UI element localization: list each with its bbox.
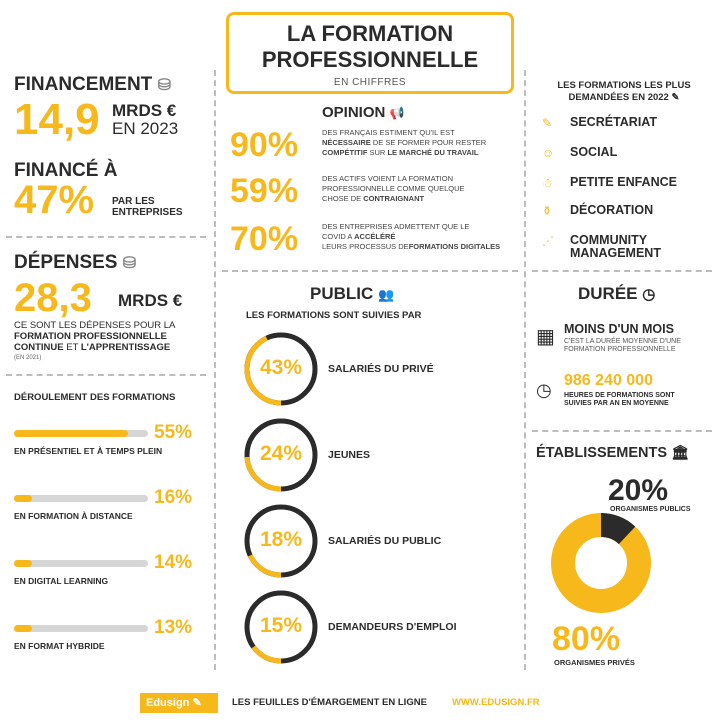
progress-fill: [14, 495, 32, 502]
opinion-line-1: DES FRANÇAIS ESTIMENT QU'IL EST: [322, 128, 455, 137]
etablissements-donut: [550, 512, 652, 614]
ring-label: DEMANDEURS D'EMPLOI: [328, 621, 457, 633]
chart-icon: ⋰: [542, 234, 554, 248]
page-title: [229, 15, 511, 73]
header-title-box: [226, 12, 514, 94]
coins-icon: ⛁: [122, 255, 137, 272]
depenses-desc-3b: ET: [63, 342, 81, 353]
formation-item: [570, 204, 653, 217]
formation-item: [570, 146, 617, 159]
megaphone-icon: 📢: [389, 106, 405, 120]
ring-label: JEUNES: [328, 449, 371, 461]
depenses-desc-1: CE SONT LES DÉPENSES POUR LA: [14, 320, 176, 331]
clock-icon: ◷: [536, 380, 552, 400]
finance-label: FINANCÉ À: [14, 160, 118, 181]
formation-item: [570, 176, 677, 189]
financement-unit-1: MRDS €: [112, 101, 177, 120]
opinion-line-1: DES ENTREPRISES ADMETTENT QUE LE: [322, 222, 470, 231]
duree-item2-desc-1: HEURES DE FORMATIONS SONT: [564, 392, 675, 399]
depenses-desc-3c: L'APPRENTISSAGE: [80, 342, 171, 353]
divider-left: [214, 70, 216, 670]
opinion-line-2: [322, 184, 522, 194]
opinion-line-3c: LE MARCHÉ DU TRAVAIL: [387, 148, 479, 157]
depenses-label: [14, 252, 136, 274]
progress-track: [14, 495, 148, 502]
duree-title: [578, 284, 655, 304]
depenses-desc: [14, 320, 175, 364]
pencil-icon: ✎: [192, 697, 202, 709]
child-icon: ☃: [542, 176, 553, 190]
depenses-desc-3a: CONTINUE: [14, 342, 64, 353]
financement-label: [14, 74, 171, 96]
page-subtitle: EN CHIFFRES: [333, 77, 407, 88]
financement-label-text: FINANCEMENT: [14, 74, 153, 95]
divider-left-1: [6, 236, 206, 238]
formation-item-label: SECRÉTARIAT: [570, 115, 658, 129]
opinion-percent: 90%: [230, 126, 299, 164]
opinion-title: [322, 104, 404, 121]
ring-percent: 43%: [259, 356, 303, 379]
etablissements-title-text: ÉTABLISSEMENTS: [536, 445, 668, 461]
deroulement-title: DÉROULEMENT DES FORMATIONS: [14, 392, 176, 403]
footer-url[interactable]: WWW.EDUSIGN.FR: [452, 697, 540, 708]
progress-percent: 16%: [154, 487, 193, 508]
opinion-line-2: [322, 138, 522, 148]
duree-item2-desc: [564, 392, 675, 408]
progress-track: [14, 625, 148, 632]
etab-prive-pct: 80%: [552, 620, 621, 658]
duree-item2-title: 986 240 000: [564, 372, 653, 389]
public-title-text: PUBLIC: [310, 284, 374, 303]
progress-fill: [14, 430, 128, 437]
financement-amount: 14,9: [14, 95, 100, 144]
formation-item-label: SOCIAL: [570, 145, 618, 159]
opinion-line-3b: LEURS PROCESSUS DE: [322, 242, 409, 251]
progress-label: EN FORMAT HYBRIDE: [14, 641, 105, 651]
finance-note-1: PAR LES: [112, 196, 155, 207]
logo-text: Edusign: [146, 697, 190, 709]
duree-item2-desc-2: SUIVIES PAR AN EN MOYENNE: [564, 400, 669, 407]
depenses-label-text: DÉPENSES: [14, 252, 118, 273]
opinion-line-3a: COMPÉTITIF: [322, 148, 368, 157]
formation-item-label: DÉCORATION: [570, 203, 654, 217]
progress-fill: [14, 560, 32, 567]
etab-prive-label: ORGANISMES PRIVÉS: [554, 658, 635, 667]
opinion-line-2b: ACCÉLÉRÉ: [354, 232, 396, 241]
divider-mid: [222, 270, 518, 272]
progress-label: EN DIGITAL LEARNING: [14, 576, 109, 586]
progress-percent: 13%: [154, 617, 193, 638]
demandees-title-2: DEMANDÉES EN 2022: [568, 92, 669, 103]
pen-icon: ✎: [542, 116, 553, 130]
title-line-1: LA FORMATION: [286, 21, 454, 46]
duree-item1-title: MOINS D'UN MOIS: [564, 322, 674, 336]
etab-public-pct: 20%: [608, 474, 669, 507]
opinion-line-3: [322, 148, 522, 158]
divider-left-2: [6, 374, 206, 376]
finance-percent: 47%: [14, 178, 95, 222]
progress-fill: [14, 625, 32, 632]
group-icon: 👥: [378, 287, 395, 302]
opinion-percent: 59%: [230, 172, 299, 210]
duree-title-text: DURÉE: [578, 284, 638, 303]
opinion-text: [322, 128, 522, 158]
edusign-logo[interactable]: [140, 693, 218, 713]
pencil-icon: ✎: [671, 92, 680, 103]
opinion-line-2: [322, 232, 522, 242]
progress-track: [14, 430, 148, 437]
formation-item-label: PETITE ENFANCE: [570, 175, 677, 189]
person-icon: ☺: [542, 146, 555, 160]
etab-public-label: ORGANISMES PUBLICS: [610, 506, 691, 513]
opinion-line-2b: DE SE FORMER POUR RESTER: [370, 138, 487, 147]
depenses-desc-2: FORMATION PROFESSIONNELLE: [14, 331, 167, 342]
clock-icon: ◷: [642, 286, 656, 303]
duree-item1-desc-1: C'EST LA DURÉE MOYENNE D'UNE: [564, 338, 681, 345]
progress-label: EN FORMATION À DISTANCE: [14, 511, 133, 521]
depenses-note: (EN 2021): [14, 355, 42, 361]
progress-percent: 55%: [154, 422, 193, 443]
opinion-line-3: [322, 194, 522, 204]
duree-item1-desc: [564, 338, 681, 354]
ring-label: SALARIÉS DU PUBLIC: [328, 535, 442, 547]
opinion-line-2a: COVID A: [322, 232, 355, 241]
opinion-percent: 70%: [230, 220, 299, 258]
formation-item-label-2: MANAGEMENT: [570, 246, 661, 260]
opinion-line-3: [322, 242, 522, 252]
ring-percent: 15%: [259, 614, 303, 637]
public-subtitle: LES FORMATIONS SONT SUIVIES PAR: [246, 310, 422, 321]
finance-percent-note: [112, 196, 183, 218]
divider-right: [524, 70, 526, 670]
depenses-amount: 28,3: [14, 276, 92, 320]
opinion-line-3b: CHOSE DE: [322, 194, 364, 203]
opinion-line-2a: NÉCESSAIRE: [322, 138, 371, 147]
financement-unit-2: EN 2023: [112, 119, 179, 138]
finance-note-2: ENTREPRISES: [112, 207, 183, 218]
footer-text: LES FEUILLES D'ÉMARGEMENT EN LIGNE: [232, 697, 427, 708]
formation-item: [570, 234, 661, 260]
opinion-line-3b: SUR: [367, 148, 388, 157]
coins-icon: ⛁: [157, 77, 171, 94]
demandees-title-1: LES FORMATIONS LES PLUS: [557, 80, 691, 91]
divider-right-2: [532, 430, 712, 432]
building-icon: 🏛: [671, 444, 689, 460]
progress-label: EN PRÉSENTIEL ET À TEMPS PLEIN: [14, 446, 163, 456]
etablissements-title: [536, 444, 689, 461]
duree-item1-desc-2: FORMATION PROFESSIONNELLE: [564, 346, 676, 353]
calendar-icon: ▦: [536, 326, 555, 348]
opinion-line-2a: PROFESSIONNELLE COMME QUELQUE: [322, 184, 465, 193]
divider-right-1: [532, 270, 712, 272]
demandees-title: [544, 80, 704, 104]
opinion-text: [322, 174, 522, 204]
opinion-line-1: DES ACTIFS VOIENT LA FORMATION: [322, 174, 453, 183]
progress-percent: 14%: [154, 552, 193, 573]
financement-unit: [112, 102, 178, 138]
depenses-unit: MRDS €: [118, 291, 183, 310]
formation-item: [570, 116, 657, 129]
opinion-text: [322, 222, 522, 252]
opinion-line-3c: FORMATIONS DIGITALES: [408, 242, 501, 251]
opinion-title-text: OPINION: [322, 104, 386, 121]
ring-percent: 18%: [259, 528, 303, 551]
ring-label: SALARIÉS DU PRIVÉ: [328, 363, 434, 375]
progress-track: [14, 560, 148, 567]
formation-item-label: COMMUNITY: [570, 233, 648, 247]
title-line-2: PROFESSIONNELLE: [261, 47, 479, 72]
opinion-line-3c: CONTRAIGNANT: [363, 194, 425, 203]
ring-percent: 24%: [259, 442, 303, 465]
vase-icon: ⚱: [542, 204, 553, 218]
public-title: [310, 284, 394, 304]
